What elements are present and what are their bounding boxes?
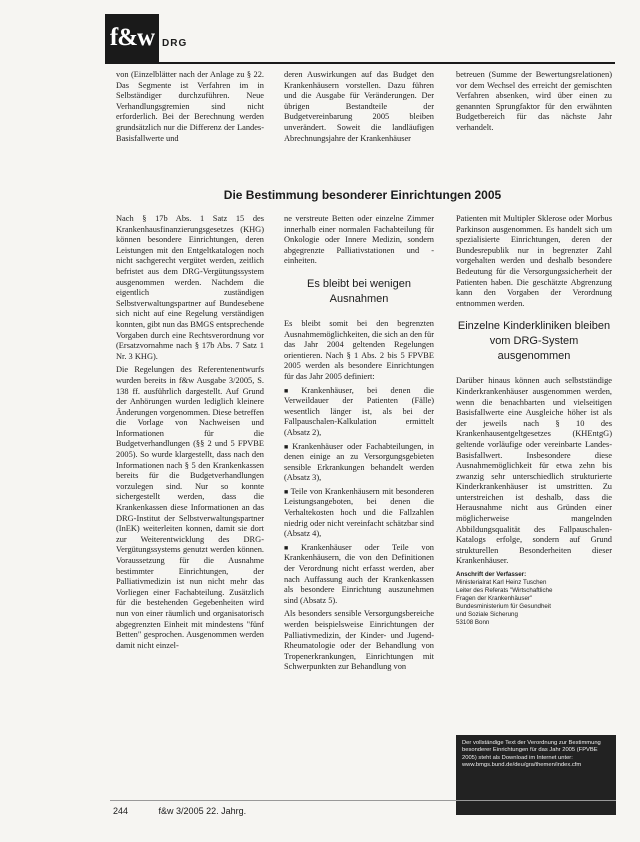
paragraph: Es bleibt somit bei den begrenzten Ausnahmemöglichkeiten, die sich an den für das Jahr 2004 geltenden Regelungen orientieren. Nach § 1 Abs. 2 bis 5 FPVBE 2005 werden als besondere Einrichtungen für das Jahr 2005 definiert: xyxy=(284,318,434,381)
author-address xyxy=(456,571,612,627)
author-line: Fragen der Krankenhäuser" xyxy=(456,595,533,603)
paragraph: Patienten mit Multipler Sklerose oder Morbus Parkinson ausgenommen. Es handelt sich um spezialisierte Einrichtungen, deren der Bundesrepublik nur in begrenzter Zahl vorgehalten werden und deshalb besondere Bedeutung für die Versorgungssicherheit der Patienten haben. Die geschätzte Abgrenzung kann den Vorgaben der Verordnung entnommen werden. xyxy=(456,214,612,308)
subheading: Es bleibt bei wenigen Ausnahmen xyxy=(307,277,411,305)
author-line: und Soziale Sicherung xyxy=(456,611,518,619)
issue-info: f&w 3/2005 22. Jahrg. xyxy=(158,806,247,816)
bullet-item: ■ Krankenhäuser, bei denen die Verweildauer der Patienten (Fälle) wesentlich länger ist, als bei der Fallpauschalen-Kalkulation ermittelt (Absatz 2), xyxy=(284,386,434,439)
author-line: Ministerialrat Karl Heinz Tuschen xyxy=(456,579,547,587)
footer xyxy=(113,806,246,816)
footer-rule xyxy=(110,800,616,801)
section-label: DRG xyxy=(162,38,188,49)
subheading: Einzelne Kinderkliniken bleiben vom DRG-System ausgenommen xyxy=(457,320,611,363)
paragraph: Die Regelungen des Referentenentwurfs wurden bereits in f&w Ausgabe 3/2005, S. 138 ff. ausführlich dargestellt. Auf Grund der Anhörungen wurden lediglich kleinere Änderungen vorgenommen. Diese betreffen die Vorlage von Nachweisen und Informationen für die Budgetverhandlungen (§§ 2 und 5 FPVBE 2005). So wurde klargestellt, dass nach den Informationen nach § 5 den Krankenkassen bereits für die Budgetverhandlungen vorzulegen sind. Nur so konnte sichergestellt werden, dass die Krankenkassen diese Informationen an das DRG-Institut der Selbstverwaltungspartner (InEK) weiterleiten konnen, damit sie dort zur Weiterentwicklung des DRG-Vergütungssystems genutzt werden können. Voraussetzung für die Ausnahme bestimmter Einrichtungen, der Palliativmedizin ist nun nicht mehr das Vorliegen einer Fachabteilung. Zusätzlich für die bestehenden Gegebenheiten wird nun von einer räumlich und organisatorisch abgegrenzten Einheit mit mindestens "fünf Betten" gesprochen. Ausgenommen werden damit nicht einzel- xyxy=(116,365,264,650)
author-line: Leiter des Referats "Wirtschaftliche xyxy=(456,587,553,595)
fw-logo: f&w xyxy=(105,14,159,62)
download-info-box: Der vollständige Text der Verordnung zur Bestimmung besonderer Einrichtungen für das Jahr 2005 (FPVBE 2005) steht als Download im Internet unter: www.bmgs.bund.de/deu/gra/themen/index.cfm xyxy=(456,735,616,815)
top-column-1: von (Einzelblätter nach der Anlage zu § 22. Das Segmente ist Verfahren im in Selbständiger durchzuführen. Neue Verhandlungsgremien sind nicht erforderlich. Bei der Berechnung werden grundsätzlich nur die Differenz der Landes-Basisfallwerte und xyxy=(116,70,264,143)
body-column-2 xyxy=(284,214,434,676)
bullet-item: ■ Krankenhäuser oder Teile von Krankenhäusern, die von den Definitionen der Verordnung nicht erfasst werden, aber nach Auffassung auch der Krankenkassen als besondere Einrichtung auszunehmen sind (Absatz 5). xyxy=(284,543,434,607)
body-column-1 xyxy=(116,214,264,654)
bullet-item: ■ Krankenhäuser oder Fachabteilungen, in denen einige an zu Versorgungsgebieten sensible Erkrankungen behandelt werden (Absatz 3), xyxy=(284,442,434,484)
paragraph: Nach § 17b Abs. 1 Satz 15 des Krankenhausfinanzierungsgesetzes (KHG) können besondere Einrichtungen, deren Leistungen mit den Entgeltkatalogen noch nicht sachgerecht vergütet werden, zeitlich befristet aus dem DRG-Vergütungssystem ausgenommen werden. Nachdem die eigentlich zuständigen Selbstverwaltungspartner auf Bundesebene sich nicht auf eine Regelung verständigen konnten, gibt nun das BMGS entsprechende Vorgaben durch eine Rechtsverordnung vor (Ersatzvornahme nach § 17b Abs. 7 Satz 1 Nr. 3 KHG). xyxy=(116,214,264,361)
paragraph: Als besonders sensible Versorgungsbereiche werden beispielsweise Einrichtungen der Palliativmedizin, der Kinder- und Jugend-Rheumatologie oder der Behandlung von Tropenerkrankungen, Einrichtungen mit Schwerpunkten zur Behandlung von xyxy=(284,609,434,672)
author-line: 53108 Bonn xyxy=(456,619,490,627)
top-column-2: deren Auswirkungen auf das Budget den Krankenhäusern vorstellen. Dazu führen und die Ausgabe für Veränderungen. Der übrigen Bestandteile der Budgetvereinbarung 2005 bleiben unverändert. Soweit die landläufigen Abrechnungsjahre der Krankenhäuser xyxy=(284,70,434,143)
top-column-3: betreuen (Summe der Bewertungsrelationen) vor dem Wechsel des erreicht der gemischten Verfahren absenken, wird über einen zu genannten Sprungfaktor für den erwähnten Budgetbereich für das nächste Jahr verhandelt. xyxy=(456,70,612,132)
paragraph: ne verstreute Betten oder einzelne Zimmer innerhalb einer normalen Fachabteilung für Onkologie oder Innere Medizin, sondern abgegrenzte Palliativstationen und -einheiten. xyxy=(284,214,434,266)
article-title: Die Bestimmung besonderer Einrichtungen 2005 xyxy=(223,188,502,202)
paragraph: Darüber hinaus können auch selbstständige Kinderkrankenhäuser ausgenommen werden, wenn die benachbarten und vielseitigen Basisfallwerte eine Ausgleiche höher ist als der jeweils nach § 10 des Krankenhausentgeltgesetzes (KHEntgG) geltende vorläufige oder vereinbarte Landes-Basisfallwert. Insbesondere diese Ausnahmemöglichkeit für etwa zehn bis zwanzig sehr unterschiedlich strukturierte Kinderkrankenhäuser ist umstritten. Zu unterstreichen ist deshalb, dass die Herausnahme nicht aus Gründen einer möglicherweise mangelnden Abbildungsqualität des Fallpauschalen-Katalogs erfolge, sondern auf Grund strukturellen Besonderheiten dieser Krankenhäuser. xyxy=(456,376,612,566)
bullet-item: ■ Teile von Krankenhäusern mit besonderen Leistungsangeboten, bei denen die Verhaltekosten hoch und die Fallzahlen niedrig oder nicht vereinfacht schätzbar sind (Absatz 4), xyxy=(284,487,434,540)
author-label: Anschrift der Verfasser: xyxy=(456,571,527,579)
author-line: Bundesministerium für Gesundheit xyxy=(456,603,551,611)
header-rule xyxy=(105,62,615,64)
page-number: 244 xyxy=(113,806,129,816)
body-column-3 xyxy=(456,214,612,627)
